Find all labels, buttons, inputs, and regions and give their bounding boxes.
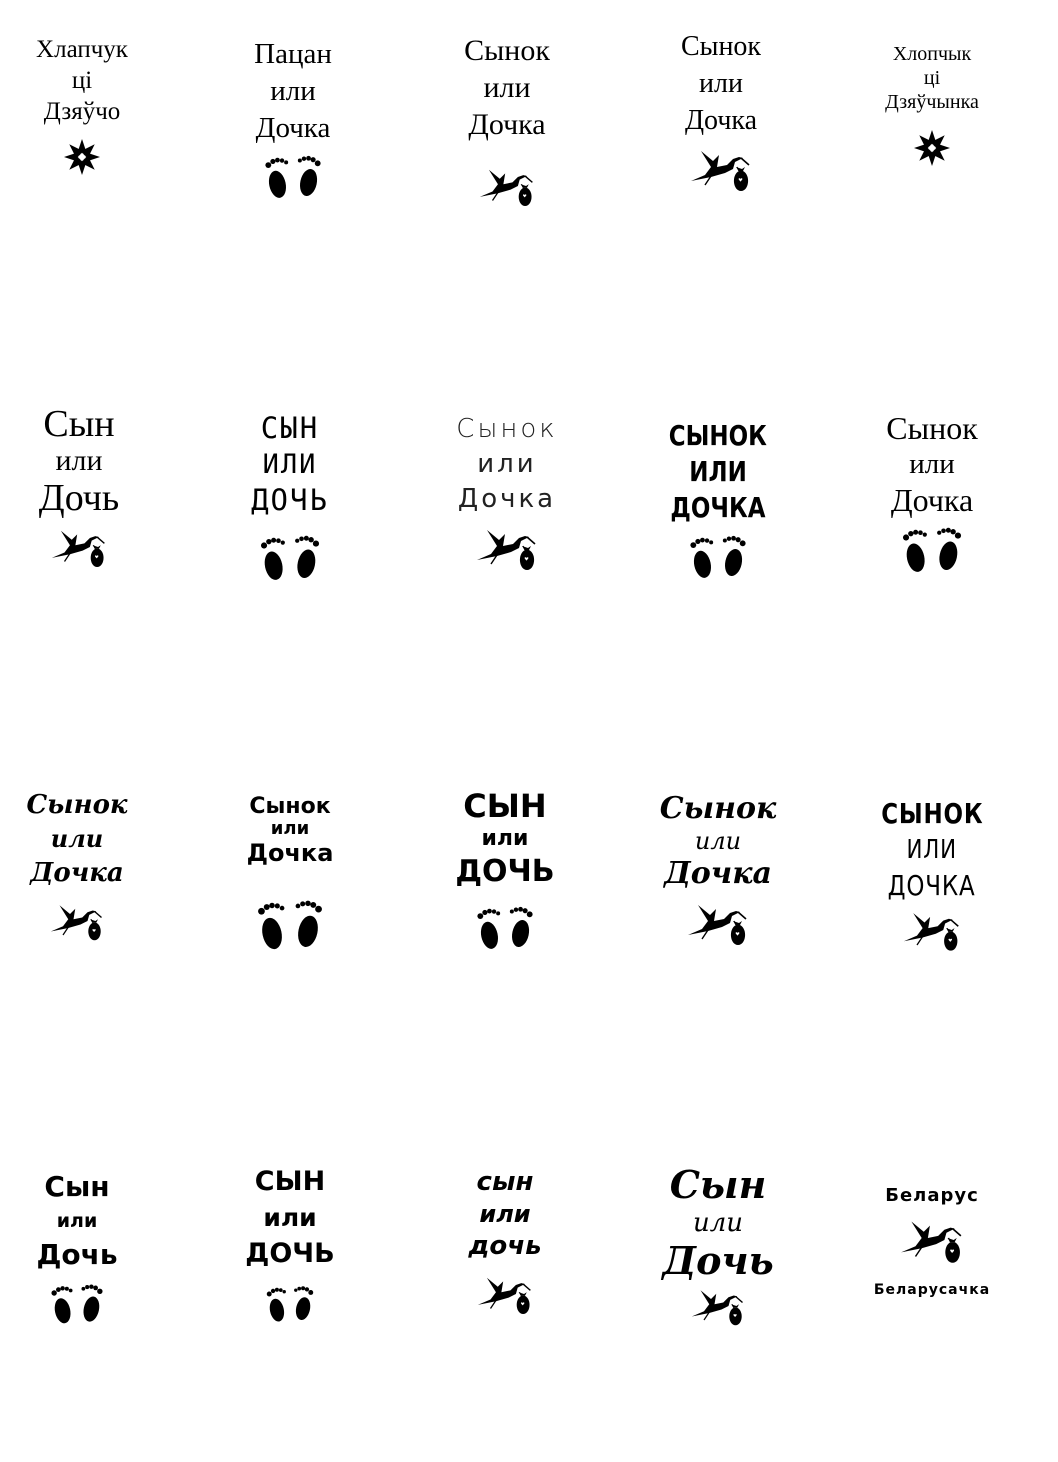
stork-icon <box>49 898 105 944</box>
label-line-boy: Сынок <box>249 794 331 819</box>
label-line-girl: ДОЧЬ <box>455 854 555 889</box>
label-line-or: или <box>692 1208 744 1238</box>
label-line-or: или <box>909 448 955 480</box>
label-line-girl: дочь <box>468 1231 542 1261</box>
label-line-girl: Дочка <box>468 108 546 141</box>
stork-icon <box>899 1214 965 1266</box>
label-line-boy: Хлапчук <box>36 36 128 63</box>
label-line-or: или <box>477 449 537 479</box>
label-line-boy: Сынок <box>659 791 777 826</box>
label-line-or: или <box>699 68 743 99</box>
label-line-boy: СЫН <box>254 1166 326 1197</box>
label-line-or: ИЛИ <box>262 449 318 480</box>
label-card <box>215 794 365 953</box>
label-card <box>643 792 793 950</box>
label-line-boy: Пацан <box>254 38 332 70</box>
label-line-girl: Дочка <box>890 482 974 518</box>
label-card <box>4 404 154 570</box>
label-line-girl: Дочка <box>457 484 557 514</box>
label-line-boy: СЫНОК <box>880 797 984 830</box>
label-line-or: или <box>479 1200 531 1228</box>
label-line-boy: Сынок <box>26 790 128 820</box>
label-line-or: или <box>50 824 104 853</box>
label-line-boy: Сын <box>44 1170 110 1203</box>
label-line-girl: Дочка <box>255 112 331 144</box>
baby-feet-icon <box>895 525 969 575</box>
label-line-girl: Дочка <box>30 858 124 888</box>
label-card <box>643 1164 793 1328</box>
label-line-girl: Дочь <box>36 1238 118 1271</box>
ornament-star-icon <box>62 137 102 177</box>
stork-icon <box>50 524 108 570</box>
stork-icon <box>690 1284 746 1328</box>
label-line-or: ИЛИ <box>689 455 747 488</box>
label-card <box>2 788 152 944</box>
label-line-bottom: Беларусачка <box>873 1282 991 1298</box>
label-line-or: ИЛИ <box>906 835 958 865</box>
label-line-girl: Дзяўчынка <box>885 91 979 113</box>
baby-feet-icon <box>253 897 327 953</box>
label-line-boy: Сынок <box>886 410 978 446</box>
label-line-boy: сын <box>476 1167 534 1197</box>
label-card <box>430 788 580 952</box>
label-card <box>857 42 1007 168</box>
label-line-boy: Сынок <box>464 34 550 67</box>
label-card <box>218 36 368 201</box>
label-line-girl: Дзяўчо <box>43 98 121 125</box>
label-line-or: или <box>55 444 103 477</box>
label-line-boy: Сын <box>43 403 115 445</box>
stork-icon <box>476 1271 534 1317</box>
label-line-or: ці <box>71 67 93 94</box>
label-line-or: или <box>56 1210 98 1232</box>
label-line-girl: ДОЧКА <box>670 491 766 524</box>
label-line-boy: Хлопчык <box>892 43 972 65</box>
label-line-top: Беларус <box>885 1185 979 1206</box>
stork-icon <box>478 163 536 209</box>
label-line-boy: СЫН <box>260 411 320 445</box>
label-card <box>432 412 582 573</box>
label-line-girl: Дочка <box>664 856 772 891</box>
label-card <box>2 1170 152 1326</box>
baby-feet-icon <box>260 1284 320 1324</box>
label-line-boy: СЫН <box>463 787 547 825</box>
label-line-girl: ДОЧКА <box>888 869 976 902</box>
label-line-boy: Сынок <box>456 414 558 444</box>
baby-feet-icon <box>254 533 326 583</box>
label-line-girl: Дочь <box>662 1238 774 1283</box>
stork-icon <box>689 143 753 195</box>
label-card <box>857 410 1007 575</box>
ornament-star-icon <box>912 128 952 168</box>
label-card <box>215 410 365 583</box>
label-line-girl: Дочь <box>38 477 120 519</box>
label-line-girl: Дочка <box>246 839 334 867</box>
label-line-girl: ДОЧЬ <box>245 1238 335 1269</box>
label-card <box>7 34 157 177</box>
label-line-or: или <box>270 818 310 839</box>
label-card <box>430 1166 580 1317</box>
baby-feet-icon <box>473 904 537 952</box>
label-line-or: или <box>694 827 742 855</box>
baby-feet-icon <box>686 532 750 582</box>
label-card <box>432 32 582 209</box>
stork-icon <box>902 906 962 954</box>
label-card <box>857 796 1007 954</box>
label-line-or: или <box>270 75 316 107</box>
stork-icon <box>475 523 539 573</box>
label-line-or: ці <box>923 67 941 89</box>
baby-feet-icon <box>47 1282 107 1326</box>
label-line-boy: Сын <box>669 1162 767 1207</box>
label-line-or: или <box>481 826 529 851</box>
label-card <box>857 1184 1007 1300</box>
baby-feet-icon <box>261 153 325 201</box>
label-card <box>646 28 796 195</box>
label-line-or: или <box>483 71 531 104</box>
label-line-or: или <box>263 1203 317 1232</box>
label-card <box>643 418 793 582</box>
label-line-girl: ДОЧЬ <box>251 483 329 517</box>
label-line-girl: Дочка <box>684 105 758 136</box>
label-line-boy: Сынок <box>680 31 762 62</box>
label-line-boy: СЫНОК <box>668 419 768 452</box>
stork-icon <box>686 896 750 950</box>
label-card <box>215 1164 365 1324</box>
